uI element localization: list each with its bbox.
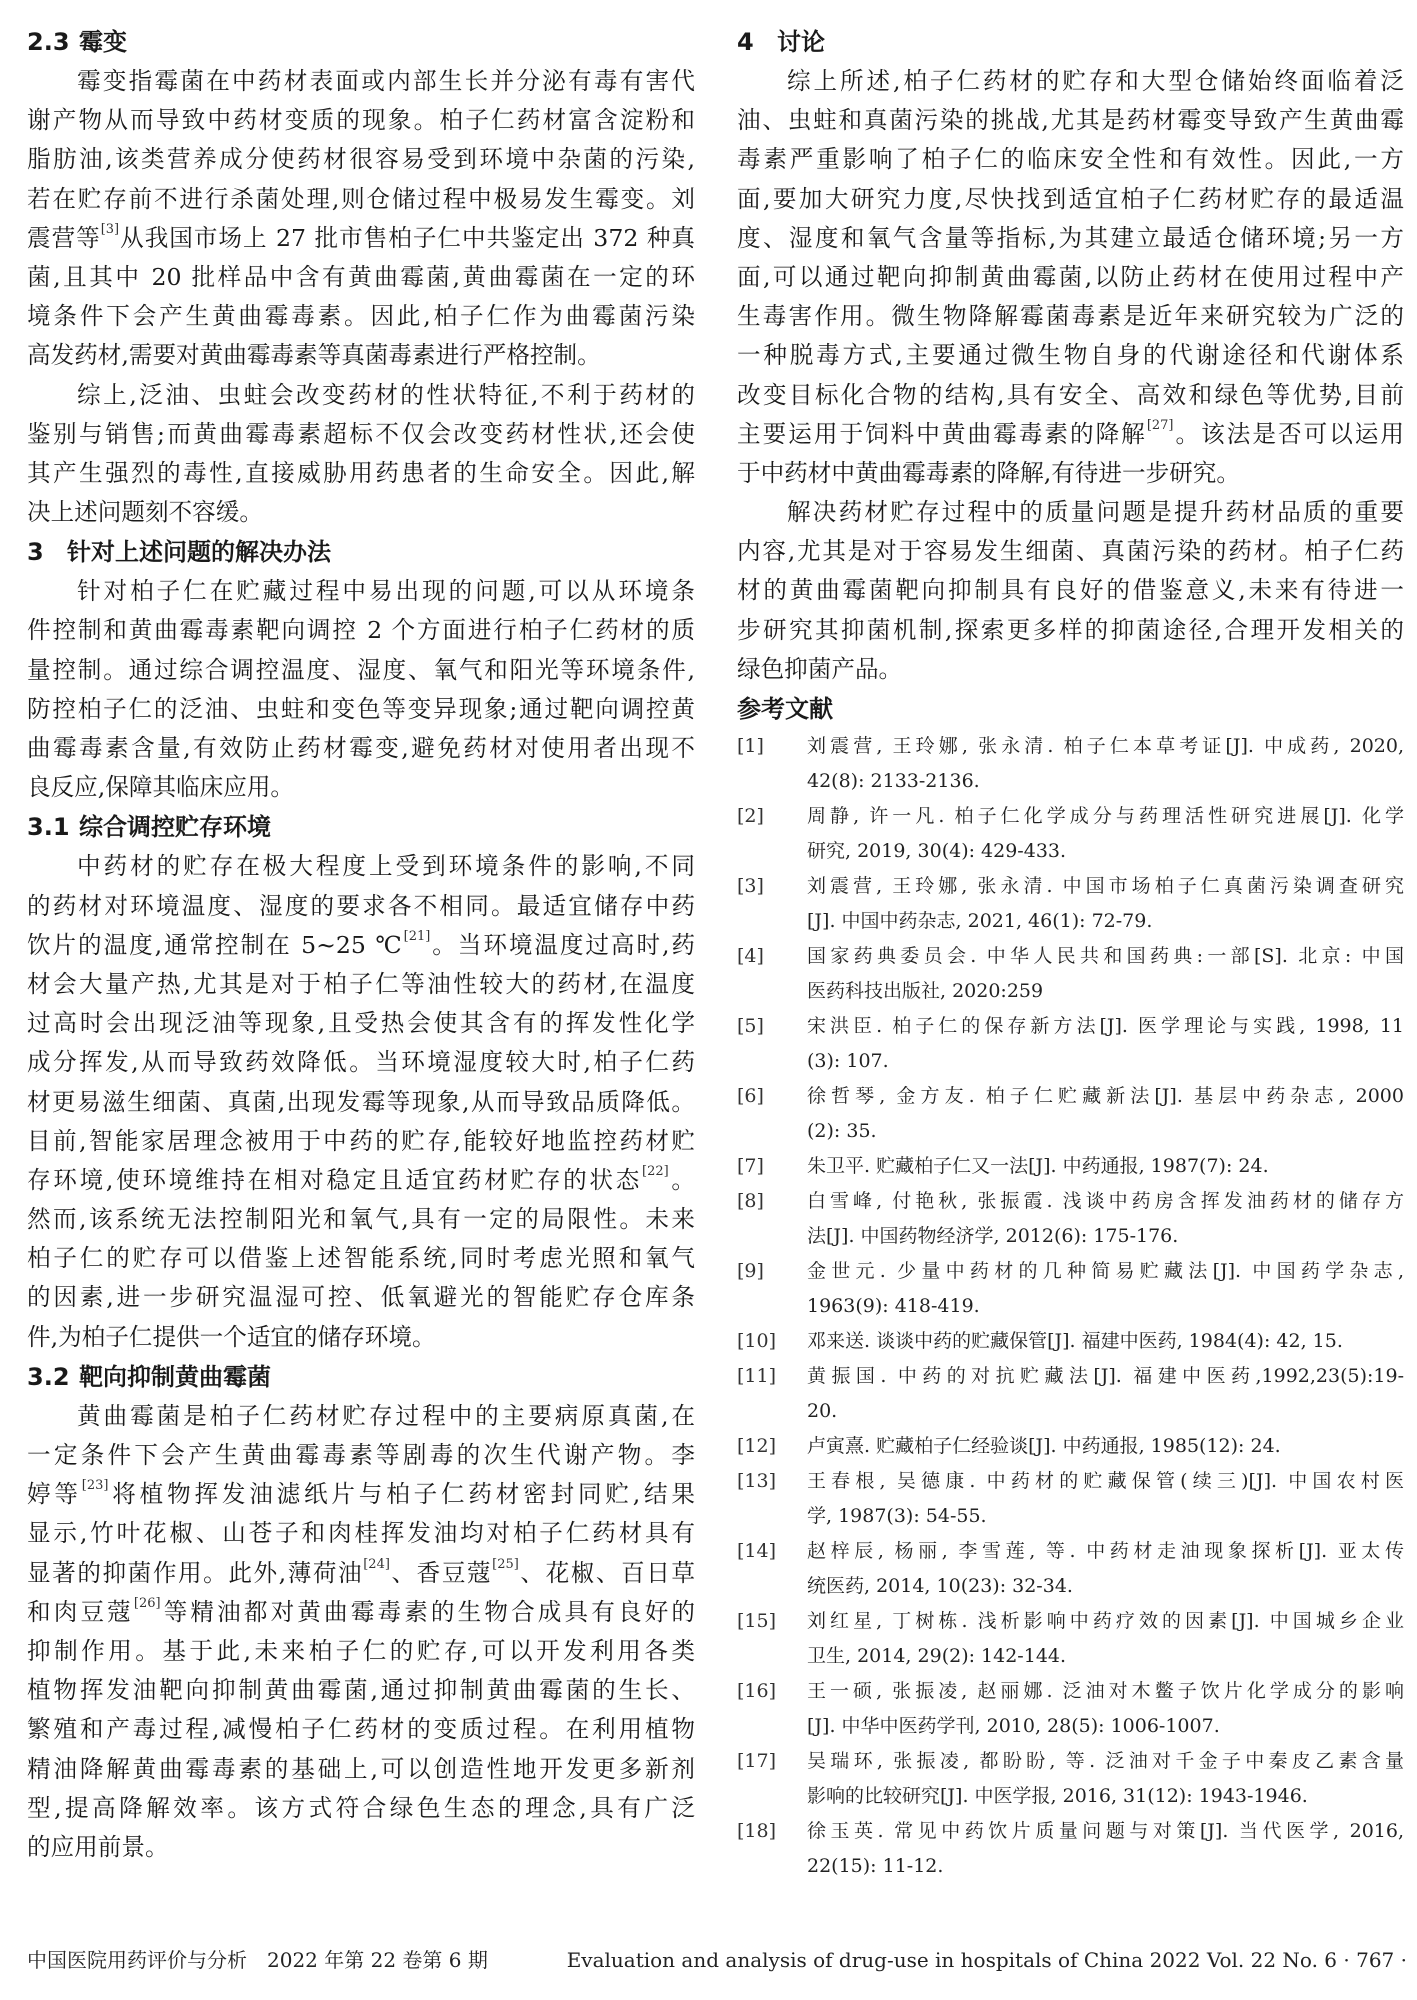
footer-journal-info: 中国医院用药评价与分析 2022 年第 22 卷第 6 期 — [27, 1948, 488, 1972]
reference-text-line: 周静, 许一凡. 柏子仁化学成分与药理活性研究进展[J]. 化学 — [807, 805, 1404, 827]
reference-text-line: 1963(9): 418-419. — [807, 1295, 980, 1317]
section-heading-2-3 — [27, 22, 695, 62]
text-segment: 饮片的温度,通常控制在 5~25 ℃ — [27, 930, 404, 959]
text-line: 的应用前景。 — [27, 1832, 169, 1861]
text-segment: 从我国市场上 27 批市售柏子仁中共鉴定出 372 种真 — [119, 223, 695, 252]
reference-text-line: 20. — [807, 1400, 838, 1422]
text-line: 成分挥发,从而导致药效降低。当环境湿度较大时,柏子仁药 — [27, 1048, 695, 1077]
section-title: 综合调控贮存环境 — [79, 813, 271, 842]
reference-text-line: 徐玉英. 常见中药饮片质量问题与对策[J]. 当代医学, 2016, — [807, 1820, 1404, 1842]
paragraph — [27, 572, 695, 807]
text-line: 过高时会出现泛油等现象,且受热会使其含有的挥发性化学 — [27, 1009, 695, 1038]
text-line: 中药材的贮存在极大程度上受到环境条件的影响,不同 — [77, 852, 695, 881]
paragraph — [27, 847, 695, 1356]
text-line — [27, 1475, 695, 1514]
reference-number: [2] — [737, 805, 764, 827]
section-heading-3-2 — [27, 1357, 695, 1397]
text-line: 的药材对环境温度、湿度的要求各不相同。最适宜储存中药 — [27, 891, 695, 920]
reference-text-line: 赵梓辰, 杨丽, 李雪莲, 等. 中药材走油现象探析[J]. 亚太传 — [807, 1540, 1404, 1562]
right-column — [737, 22, 1404, 1884]
footer-journal-english: Evaluation and analysis of drug-use in hospitals of China 2022 Vol. 22 No. 6 · 767 · — [566, 1948, 1407, 1972]
reference-item — [737, 869, 1404, 939]
reference-number: [10] — [737, 1330, 777, 1352]
section-number: 3 — [27, 538, 44, 567]
section-number: 3.2 — [27, 1362, 70, 1391]
reference-text-line: 刘震营, 王玲娜, 张永清. 柏子仁本草考证[J]. 中成药, 2020, — [807, 735, 1404, 757]
reference-text-line: 朱卫平. 贮藏柏子仁又一法[J]. 中药通报, 1987(7): 24. — [807, 1155, 1269, 1177]
reference-text-line: 王春根, 吴德康. 中药材的贮藏保管(续三)[J]. 中国农村医 — [807, 1470, 1404, 1492]
reference-item — [737, 1744, 1404, 1814]
text-segment: 、花椒、百日草 — [518, 1558, 695, 1587]
reference-item — [737, 1814, 1404, 1884]
paragraph — [27, 376, 695, 533]
text-segment: 震营等 — [27, 223, 101, 252]
text-segment: 。该法是否可以运用 — [1173, 419, 1404, 448]
text-line: 件,为柏子仁提供一个适宜的储存环境。 — [27, 1322, 436, 1351]
text-line: 霉变指霉菌在中药材表面或内部生长并分泌有毒有害代 — [77, 67, 695, 95]
text-line: 目前,智能家居理念被用于中药的贮存,能较好地监控药材贮 — [27, 1126, 695, 1155]
reference-number: [4] — [737, 945, 764, 967]
reference-text-line: 白雪峰, 付艳秋, 张振霞. 浅谈中药房含挥发油药材的储存方 — [807, 1190, 1404, 1212]
reference-item — [737, 1429, 1404, 1464]
reference-item — [737, 1464, 1404, 1534]
reference-text-line: 22(15): 11-12. — [807, 1855, 944, 1877]
reference-text-line: [J]. 中华中医药学刊, 2010, 28(5): 1006-1007. — [807, 1715, 1220, 1737]
section-number: 3.1 — [27, 813, 70, 842]
reference-text-line: 影响的比较研究[J]. 中医学报, 2016, 31(12): 1943-1946. — [807, 1785, 1308, 1807]
reference-item — [737, 939, 1404, 1009]
text-line: 面,可以通过靶向抑制黄曲霉菌,以防止药材在使用过程中产 — [737, 262, 1404, 291]
reference-item — [737, 799, 1404, 869]
text-segment: 婷等 — [27, 1480, 82, 1509]
citation-marker[interactable]: [24] — [363, 1556, 390, 1572]
text-line: 的因素,进一步研究温湿可控、低氧避光的智能贮存仓库条 — [27, 1283, 695, 1312]
reference-text-line: 42(8): 2133-2136. — [807, 770, 980, 792]
text-line: 显示,竹叶花椒、山苍子和肉桂挥发油均对柏子仁药材具有 — [27, 1519, 695, 1548]
text-line: 曲霉毒素含量,有效防止药材霉变,避免药材对使用者出现不 — [27, 734, 695, 762]
section-title: 讨论 — [777, 28, 825, 56]
reference-text-line: 邓来送. 谈谈中药的贮藏保管[J]. 福建中医药, 1984(4): 42, 15. — [807, 1330, 1343, 1352]
paragraph — [737, 493, 1404, 689]
text-line: 黄曲霉菌是柏子仁药材贮存过程中的主要病原真菌,在 — [77, 1401, 695, 1430]
text-line: 决上述问题刻不容缓。 — [27, 498, 263, 527]
text-segment: 。 — [668, 1165, 695, 1194]
text-line: 柏子仁的贮存可以借鉴上述智能系统,同时考虑光照和氧气 — [27, 1244, 695, 1273]
citation-marker[interactable]: [23] — [81, 1478, 109, 1494]
text-line — [27, 1554, 695, 1593]
reference-text-line: 宋洪臣. 柏子仁的保存新方法[J]. 医学理论与实践, 1998, 11 — [807, 1015, 1404, 1037]
reference-list — [737, 729, 1404, 1884]
reference-item — [737, 1254, 1404, 1324]
section-title: 针对上述问题的解决办法 — [67, 538, 331, 567]
text-line: 材更易滋生细菌、真菌,出现发霉等现象,从而导致品质降低。 — [27, 1087, 695, 1116]
text-line — [737, 415, 1404, 454]
reference-text-line: 学, 1987(3): 54-55. — [807, 1505, 987, 1527]
text-line: 若在贮存前不进行杀菌处理,则仓储过程中极易发生霉变。刘 — [27, 184, 695, 213]
reference-number: [9] — [737, 1260, 764, 1282]
text-line: 材会大量产热,尤其是对于柏子仁等油性较大的药材,在温度 — [27, 969, 695, 998]
reference-item — [737, 1604, 1404, 1674]
section-number: 4 — [737, 28, 754, 56]
text-segment: 和肉豆蔻 — [27, 1597, 134, 1626]
text-line — [27, 1593, 695, 1632]
reference-text-line: 统医药, 2014, 10(23): 32-34. — [807, 1575, 1073, 1597]
reference-item — [737, 1674, 1404, 1744]
reference-item — [737, 1359, 1404, 1429]
text-line: 生毒害作用。微生物降解霉菌毒素是近年来研究较为广泛的 — [737, 302, 1404, 331]
text-segment: 将植物挥发油滤纸片与柏子仁药材密封同贮,结果 — [108, 1480, 695, 1509]
text-line: 精油降解黄曲霉毒素的基础上,可以创造性地开发更多新剂 — [27, 1754, 695, 1783]
reference-text-line: 刘震营, 王玲娜, 张永清. 中国市场柏子仁真菌污染调查研究 — [807, 875, 1404, 897]
reference-number: [18] — [737, 1820, 777, 1842]
reference-item — [737, 1009, 1404, 1079]
text-line: 内容,尤其是对于容易发生细菌、真菌污染的药材。柏子仁药 — [737, 537, 1404, 566]
text-line: 件控制和黄曲霉毒素靶向调控 2 个方面进行柏子仁药材的质 — [27, 616, 695, 645]
reference-item — [737, 1534, 1404, 1604]
text-segment: 、香豆蔻 — [389, 1558, 493, 1587]
citation-marker[interactable]: [26] — [133, 1595, 161, 1611]
text-line: 材的黄曲霉菌靶向抑制具有良好的借鉴意义,未来有待进一 — [737, 576, 1404, 605]
reference-number: [6] — [737, 1085, 764, 1107]
left-column — [27, 22, 695, 1867]
citation-marker[interactable]: [22] — [642, 1163, 669, 1179]
text-line: 型,提高降解效率。该方式符合绿色生态的理念,具有广泛 — [27, 1793, 695, 1822]
section-title: 霉变 — [79, 28, 127, 56]
text-line: 一定条件下会产生黄曲霉毒素等剧毒的次生代谢产物。李 — [27, 1441, 695, 1469]
citation-marker[interactable]: [27] — [1146, 417, 1174, 433]
section-number: 2.3 — [27, 28, 70, 56]
text-line: 改变目标化合物的结构,具有安全、高效和绿色等优势,目前 — [737, 380, 1404, 409]
reference-text-line: 国家药典委员会. 中华人民共和国药典:一部[S]. 北京: 中国 — [807, 945, 1404, 967]
reference-text-line: 医药科技出版社, 2020:259 — [807, 980, 1044, 1002]
citation-marker[interactable]: [21] — [403, 928, 431, 944]
paragraph — [737, 62, 1404, 493]
text-line: 鉴别与销售;而黄曲霉毒素超标不仅会改变药材性状,还会使 — [27, 419, 695, 448]
reference-text-line: 法[J]. 中国药物经济学, 2012(6): 175-176. — [807, 1225, 1179, 1247]
text-line: 度、湿度和氧气含量等指标,为其建立最适仓储环境;另一方 — [737, 223, 1404, 252]
citation-marker[interactable]: [3] — [100, 221, 120, 237]
text-line: 植物挥发油靶向抑制黄曲霉菌,通过抑制黄曲霉菌的生长、 — [27, 1676, 695, 1705]
reference-text-line: 王一硕, 张振凌, 赵丽娜. 泛油对木鳖子饮片化学成分的影响 — [807, 1680, 1404, 1702]
reference-text-line: 研究, 2019, 30(4): 429-433. — [807, 840, 1067, 862]
reference-number: [14] — [737, 1540, 777, 1562]
references-heading: 参考文献 — [737, 695, 833, 723]
paragraph — [27, 62, 695, 376]
reference-number: [3] — [737, 875, 764, 897]
reference-item — [737, 729, 1404, 799]
reference-text-line: [J]. 中国中药杂志, 2021, 46(1): 72-79. — [807, 910, 1153, 932]
text-line: 针对柏子仁在贮藏过程中易出现的问题,可以从环境条 — [77, 577, 695, 606]
reference-text-line: 刘红星, 丁树栋. 浅析影响中药疗效的因素[J]. 中国城乡企业 — [807, 1610, 1404, 1632]
reference-text-line: 卢寅熹. 贮藏柏子仁经验谈[J]. 中药通报, 1985(12): 24. — [807, 1435, 1281, 1457]
reference-text-line: 徐哲琴, 金方友. 柏子仁贮藏新法[J]. 基层中药杂志, 2000 — [807, 1085, 1404, 1107]
reference-item — [737, 1149, 1404, 1184]
text-line: 然而,该系统无法控制阳光和氧气,具有一定的局限性。未来 — [27, 1205, 695, 1234]
section-heading-4 — [737, 22, 1404, 62]
text-line: 抑制作用。基于此,未来柏子仁的贮存,可以开发利用各类 — [27, 1636, 695, 1665]
text-line: 步研究其抑菌机制,探索更多样的抑菌途径,合理开发相关的 — [737, 615, 1404, 644]
text-line: 油、虫蛀和真菌污染的挑战,尤其是药材霉变导致产生黄曲霉 — [737, 106, 1404, 135]
text-segment: 等精油都对黄曲霉毒素的生物合成具有良好的 — [160, 1597, 695, 1626]
reference-text-line: 卫生, 2014, 29(2): 142-144. — [807, 1645, 1067, 1667]
text-line: 量控制。通过综合调控温度、湿度、氧气和阳光等环境条件, — [27, 655, 695, 684]
section-title: 靶向抑制黄曲霉菌 — [79, 1362, 271, 1391]
text-line: 脂肪油,该类营养成分使药材很容易受到环境中杂菌的污染, — [27, 145, 695, 174]
reference-text-line: 金世元. 少量中药材的几种简易贮藏法[J]. 中国药学杂志, — [807, 1260, 1404, 1282]
text-line: 解决药材贮存过程中的质量问题是提升药材品质的重要 — [787, 498, 1404, 527]
text-line: 防控柏子仁的泛油、虫蛀和变色等变异现象;通过靶向调控黄 — [27, 694, 695, 723]
reference-number: [12] — [737, 1435, 777, 1457]
reference-number: [7] — [737, 1155, 764, 1177]
text-line: 境条件下会产生黄曲霉毒素。因此,柏子仁作为曲霉菌污染 — [27, 302, 695, 331]
text-line: 其产生强烈的毒性,直接威胁用药患者的生命安全。因此,解 — [27, 458, 695, 487]
citation-marker[interactable]: [25] — [492, 1556, 519, 1572]
reference-number: [15] — [737, 1610, 777, 1632]
reference-text-line: 黄振国. 中药的对抗贮藏法[J]. 福建中医药,1992,23(5):19- — [807, 1365, 1404, 1387]
text-line: 高发药材,需要对黄曲霉毒素等真菌毒素进行严格控制。 — [27, 341, 601, 370]
text-line — [27, 1161, 695, 1200]
reference-text-line: 吴瑞环, 张振凌, 都盼盼, 等. 泛油对千金子中秦皮乙素含量 — [807, 1750, 1404, 1772]
section-heading-3 — [27, 532, 695, 572]
text-line: 于中药材中黄曲霉毒素的降解,有待进一步研究。 — [737, 458, 1240, 487]
text-line: 综上所述,柏子仁药材的贮存和大型仓储始终面临着泛 — [787, 67, 1404, 95]
text-segment: 。当环境温度过高时,药 — [430, 930, 695, 959]
reference-number: [5] — [737, 1015, 764, 1037]
reference-item — [737, 1184, 1404, 1254]
text-segment: 主要运用于饲料中黄曲霉毒素的降解 — [737, 419, 1147, 448]
reference-number: [13] — [737, 1470, 777, 1492]
reference-text-line: (3): 107. — [807, 1050, 889, 1072]
reference-number: [17] — [737, 1750, 777, 1772]
reference-number: [16] — [737, 1680, 777, 1702]
text-line: 一种脱毒方式,主要通过微生物自身的代谢途径和代谢体系 — [737, 341, 1404, 370]
reference-number: [11] — [737, 1365, 777, 1387]
reference-item — [737, 1079, 1404, 1149]
paragraph — [27, 1397, 695, 1867]
section-heading-3-1 — [27, 807, 695, 847]
reference-number: [8] — [737, 1190, 764, 1212]
text-line — [27, 926, 695, 965]
text-line: 谢产物从而导致中药材变质的现象。柏子仁药材富含淀粉和 — [27, 106, 695, 135]
text-line: 面,要加大研究力度,尽快找到适宜柏子仁药材贮存的最适温 — [737, 184, 1404, 213]
text-line — [27, 219, 695, 258]
text-segment: 显著的抑菌作用。此外,薄荷油 — [27, 1558, 364, 1587]
text-line: 繁殖和产毒过程,减慢柏子仁药材的变质过程。在利用植物 — [27, 1715, 695, 1744]
text-line: 绿色抑菌产品。 — [737, 654, 903, 683]
reference-text-line: (2): 35. — [807, 1120, 877, 1142]
text-line: 毒素严重影响了柏子仁的临床安全性和有效性。因此,一方 — [737, 145, 1404, 174]
text-line: 良反应,保障其临床应用。 — [27, 773, 295, 802]
reference-item — [737, 1324, 1404, 1359]
reference-number: [1] — [737, 735, 764, 757]
text-line: 菌,且其中 20 批样品中含有黄曲霉菌,黄曲霉菌在一定的环 — [27, 262, 695, 291]
text-line: 综上,泛油、虫蛀会改变药材的性状特征,不利于药材的 — [77, 380, 695, 409]
text-segment: 存环境,使环境维持在相对稳定且适宜药材贮存的状态 — [27, 1165, 643, 1194]
